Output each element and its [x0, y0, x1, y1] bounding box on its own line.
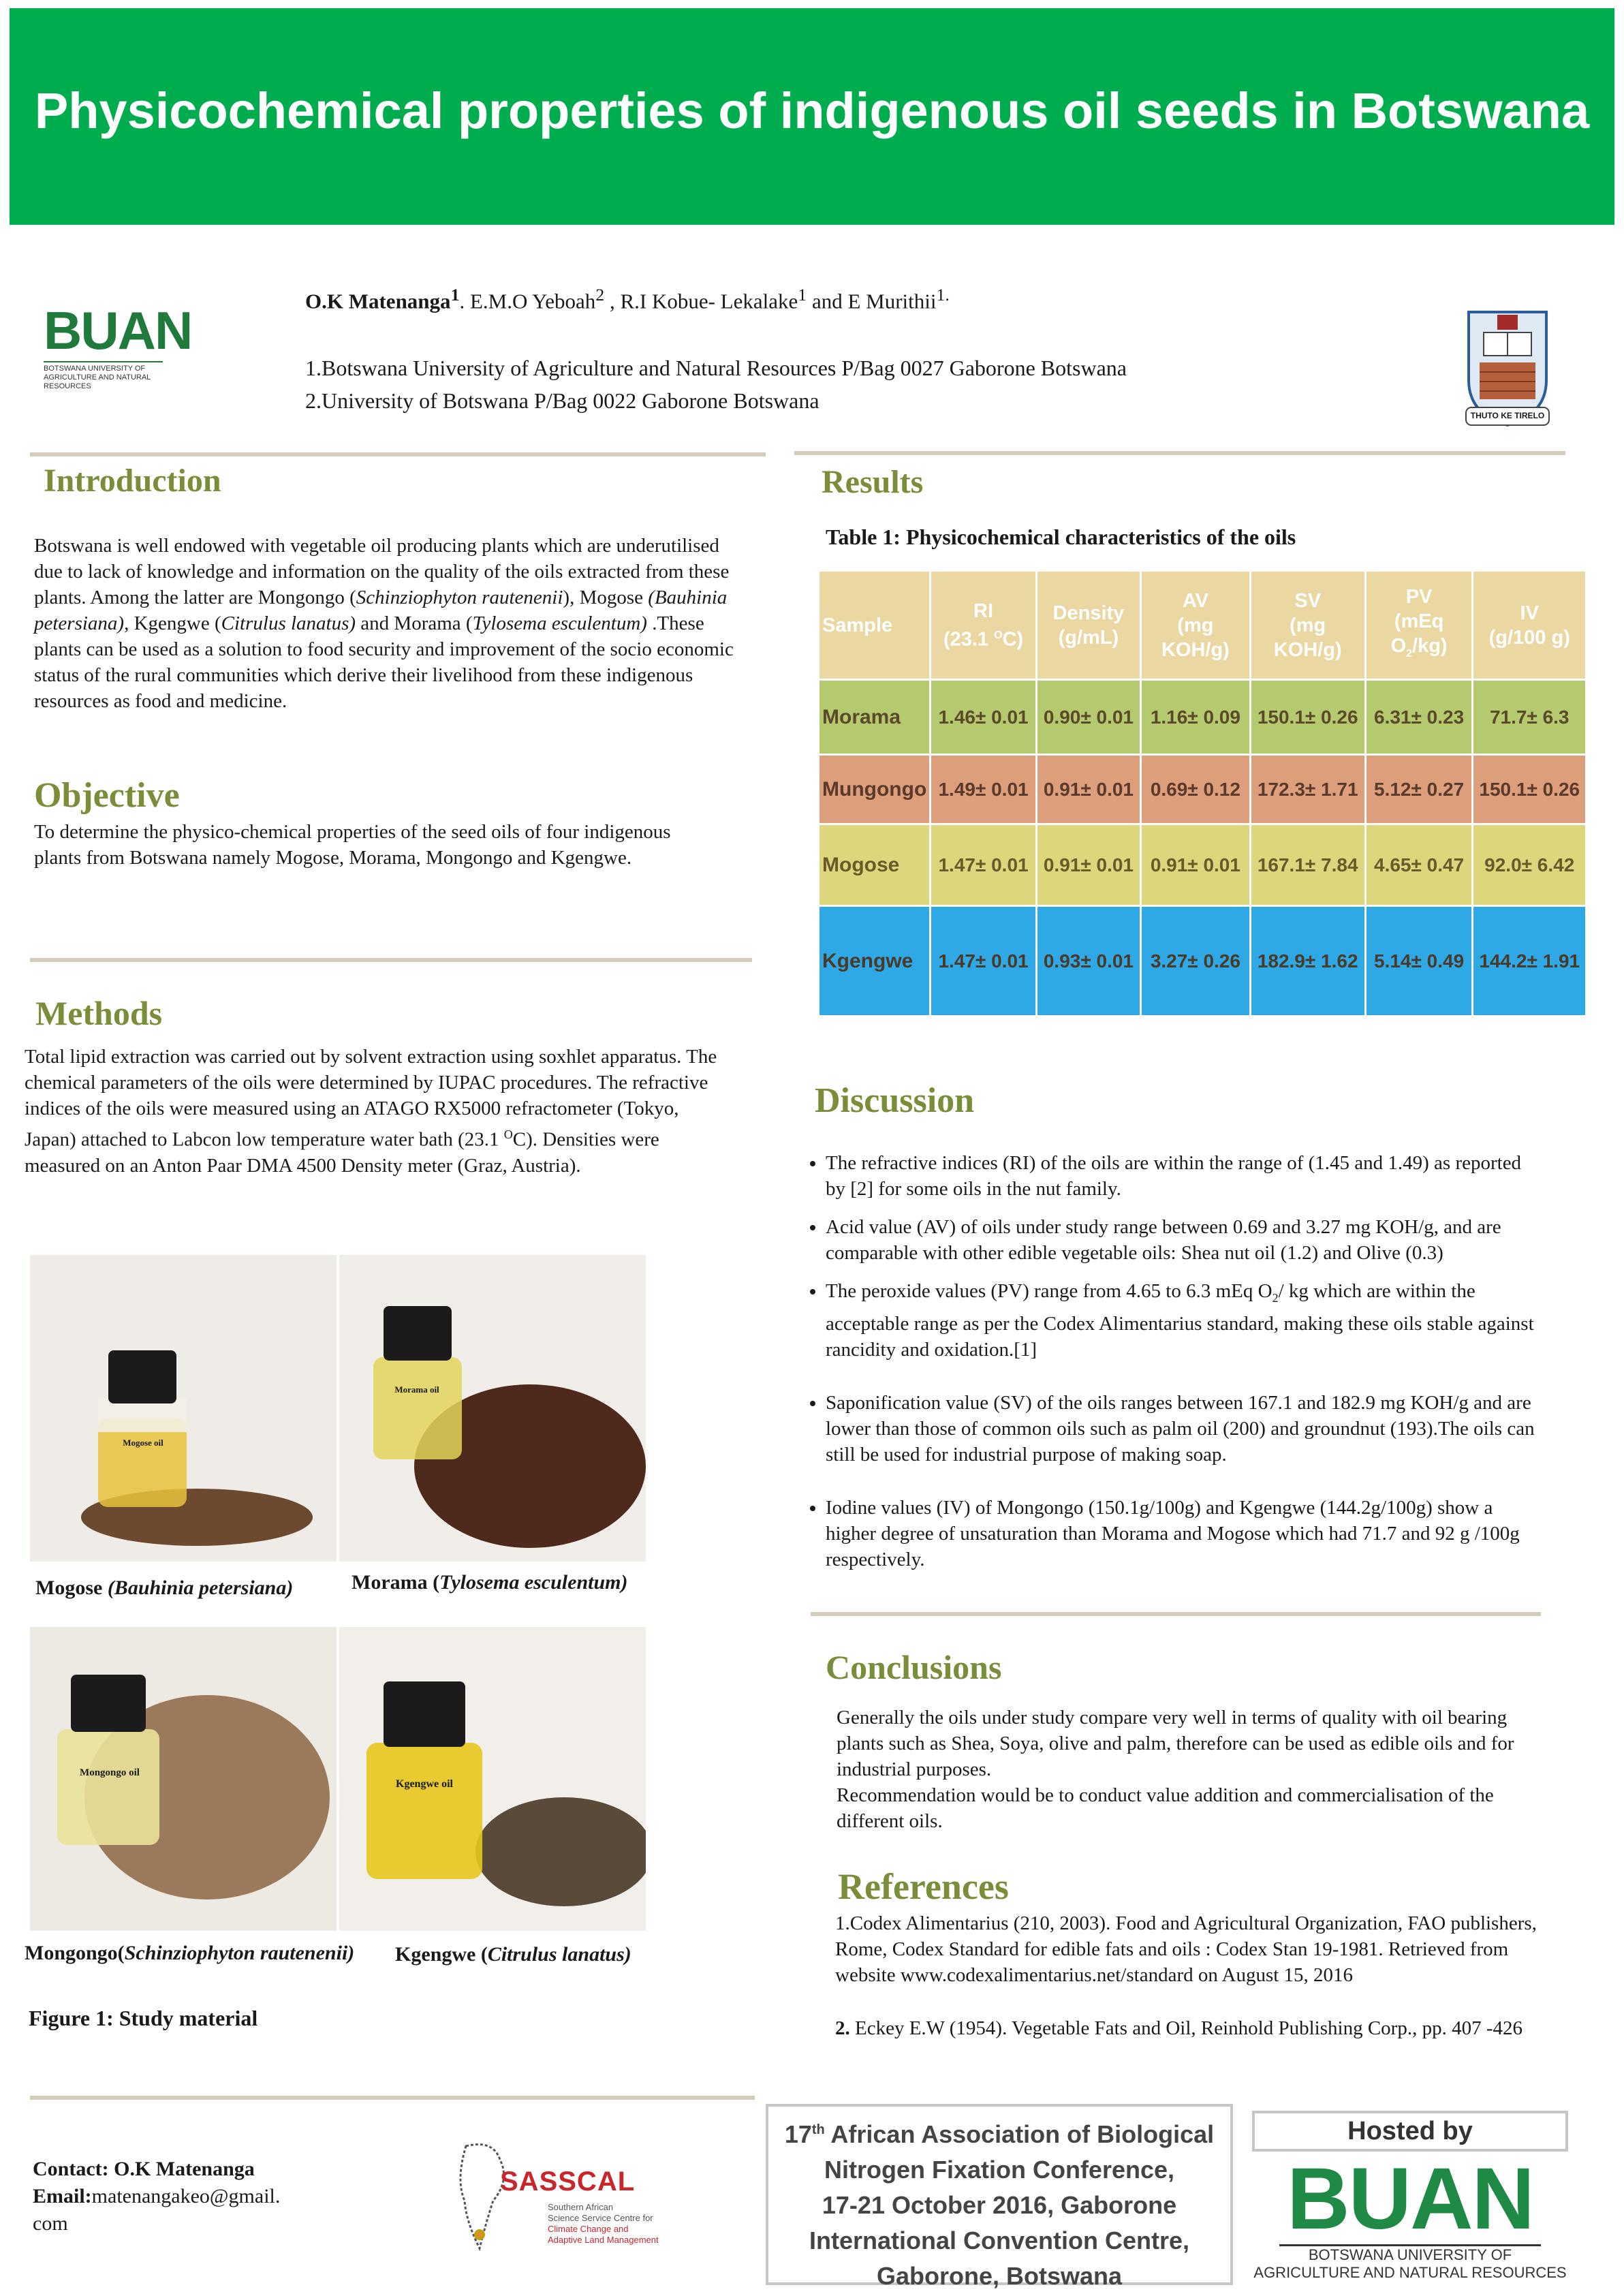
figure-caption: Figure 1: Study material — [29, 2006, 258, 2030]
conclusions-heading: Conclusions — [826, 1648, 1002, 1686]
discussion-point-av: • Acid value (AV) of oils under study range between 0.69 and 3.27 mg KOH/g, and are comparable with other edible vegetable oils: Shea nut oil (1.2) and Olive (0.3) — [826, 1214, 1540, 1266]
cell-density: 0.90± 0.01 — [1036, 680, 1140, 755]
discussion-point-ri: • The refractive indices (RI) of the oils are within the range of (1.45 and 1.49) as reported by [2] for some oils in the nut family. — [826, 1150, 1540, 1202]
cell-sample: Mungongo — [819, 755, 931, 824]
header-pv: PV (mEq $O_2/kg$) — [1365, 571, 1473, 680]
conclusions-rule — [811, 1612, 1541, 1616]
objective-text: To determine the physico-chemical properties of the seed oils of four indigenous plants from Botswana namely Mogose, Morama, Mongongo and Kgengwe. — [34, 821, 671, 869]
header-iv: IV (g/100 g) — [1473, 571, 1587, 680]
photo-mongongo-label: Mongongo oil — [80, 1767, 140, 1778]
photo-mogose — [30, 1255, 337, 1562]
cell-ri: 1.46± 0.01 — [931, 680, 1037, 755]
caption-kgengwe: Kgengwe (Citrulus lanatus) — [395, 1943, 631, 1966]
contact-email[interactable]: matenangakeo@gmail. — [91, 2185, 281, 2207]
sasscal-logo: SASSCAL Southern African Science Service Centre for Climate Change and Adaptive Land Management — [452, 2139, 698, 2255]
caption-mongongo: Mongongo(Schinziophyton rautenenii) — [25, 1942, 355, 1964]
cell-av: 0.91± 0.01 — [1141, 824, 1251, 906]
cell-av: 1.16± 0.09 — [1141, 680, 1251, 755]
conclusions-text: Generally the oils under study compare very well in terms of quality with oil bearing plants such as Shea, Soya, olive and palm, therefore can be used as edible oils and for industrial purposes. Recommendation would be to conduct value addition and commercialisation of the different oils. — [837, 1707, 1514, 1832]
hosted-by-box: Hosted by — [1252, 2111, 1568, 2152]
table-row-mogose — [819, 824, 1587, 906]
table-row-kgengwe — [819, 906, 1587, 1017]
header-density: Density (g/mL) — [1036, 571, 1140, 680]
cell-pv: 5.14± 0.49 — [1365, 906, 1473, 1017]
table-row-morama — [819, 680, 1587, 755]
results-rule — [794, 451, 1565, 455]
cell-sample: Morama — [819, 680, 931, 755]
buan-logo-text: BUAN — [44, 300, 192, 360]
properties-table — [817, 570, 1587, 1017]
discussion-point-sv: • Saponification value (SV) of the oils ranges between 167.1 and 182.9 mg KOH/g and are lower than those of common oils such as palm oil (200) and groundnut (193).The oils can still be used for industrial purpose of making soap. — [826, 1390, 1540, 1468]
footer-rule — [30, 2096, 755, 2100]
references-heading: References — [838, 1866, 1009, 1907]
introduction-text: Botswana is well endowed with vegetable oil producing plants which are underutilised due to lack of knowledge and information on the quality of the oils extracted from these plants. Among the latter are Mongongo (Schinziophyton rautenenii), Mogose (Bauhinia petersiana), Kgengwe (Citrulus lanatus) and Morama (Tylosema esculentum) .These plants can be used as a solution to food security and improvement of the socio economic status of the rural communities which derive their livelihood from these indigenous resources as food and medicine. — [34, 535, 734, 712]
buan-logo-footer: BUAN BOTSWANA UNIVERSITY OF AGRICULTURE AND NATURAL RESOURCES — [1252, 2156, 1568, 2282]
table-row-mungongo — [819, 755, 1587, 824]
cell-sv: 172.3± 1.71 — [1250, 755, 1365, 824]
discussion-point-pv: • The peroxide values (PV) range from 4.65 to 6.3 mEq $O_2/$ kg which are within the acceptable range as per the Codex Alimentarius standard, making these oils stable against rancidity and oxidation.[1] — [826, 1278, 1540, 1363]
header-sv: SV (mg KOH/g) — [1250, 571, 1365, 680]
cell-iv: 150.1± 0.26 — [1473, 755, 1587, 824]
photo-mongongo — [30, 1627, 337, 1931]
cell-sample: Kgengwe — [819, 906, 931, 1017]
table-header-row — [819, 571, 1587, 680]
university-crest — [1462, 305, 1553, 432]
cell-density: 0.91± 0.01 — [1036, 755, 1140, 824]
cell-sv: 150.1± 0.26 — [1250, 680, 1365, 755]
cell-ri: 1.47± 0.01 — [931, 906, 1037, 1017]
cell-sv: 182.9± 1.62 — [1250, 906, 1365, 1017]
caption-morama: Morama (Tylosema esculentum) — [352, 1571, 628, 1594]
sasscal-name: SASSCAL — [500, 2167, 636, 2197]
cell-pv: 4.65± 0.47 — [1365, 824, 1473, 906]
cell-sample: Mogose — [819, 824, 931, 906]
author-line: O.K Matenanga$^1$. E.M.O Yeboah$^2$ , R.I Kobue- Lekalake$^1$ and E Murithii$^{1.}$ — [305, 285, 950, 313]
header-av: AV (mg KOH/g) — [1141, 571, 1251, 680]
table-title: Table 1: Physicochemical characteristics of the oils — [826, 525, 1296, 549]
cell-ri: 1.49± 0.01 — [931, 755, 1037, 824]
reference-2: 2. Eckey E.W (1954). Vegetable Fats and Oil, Reinhold Publishing Corp., pp. 407 -426 — [835, 2017, 1522, 2039]
photo-kgengwe — [339, 1627, 646, 1931]
cell-density: 0.93± 0.01 — [1036, 906, 1140, 1017]
reference-1: 1.Codex Alimentarius (210, 2003). Food and Agricultural Organization, FAO publishers, Rome, Codex Standard for edible fats and oils : Codex Stan 19-1981. Retrieved from website www.codexalimentarius.net/standard on August 15, 2016 — [835, 1912, 1537, 1986]
header-sample: Sample — [819, 571, 931, 680]
buan-logo-left — [44, 300, 192, 395]
photo-morama — [339, 1255, 646, 1562]
cell-density: 0.91± 0.01 — [1036, 824, 1140, 906]
conference-box: 17th African Association of Biological Nitrogen Fixation Conference, 17-21 October 2016, Gaborone International Convention Centre, Gaborone, Botswana — [766, 2104, 1233, 2285]
affiliation-2: 2.University of Botswana P/Bag 0022 Gaborone Botswana — [305, 388, 819, 413]
discussion-point-iv: • Iodine values (IV) of Mongongo (150.1g/100g) and Kgengwe (144.2g/100g) show a higher degree of unsaturation than Morama and Mogose which had 71.7 and 92 g /100g respectively. — [826, 1495, 1540, 1572]
cell-iv: 144.2± 1.91 — [1473, 906, 1587, 1017]
affiliation-1: 1.Botswana University of Agriculture and Natural Resources P/Bag 0027 Gaborone Botswana — [305, 356, 1127, 380]
lead-author: O.K Matenanga — [305, 289, 451, 313]
introduction-heading: Introduction — [44, 463, 221, 499]
poster-title: Physicochemical properties of indigenous oil seeds in Botswana — [34, 82, 1590, 139]
discussion-list — [797, 1150, 1540, 1585]
buan-footer-name: BUAN — [1287, 2150, 1533, 2248]
cell-pv: 5.12± 0.27 — [1365, 755, 1473, 824]
cell-av: 0.69± 0.12 — [1141, 755, 1251, 824]
cell-ri: 1.47± 0.01 — [931, 824, 1037, 906]
cell-iv: 71.7± 6.3 — [1473, 680, 1587, 755]
cell-iv: 92.0± 6.42 — [1473, 824, 1587, 906]
results-heading: Results — [822, 464, 924, 500]
methods-text: Total lipid extraction was carried out by solvent extraction using soxhlet apparatus. The chemical parameters of the oils were determined by IUPAC procedures. The refractive indices of the oils were measured using an ATAGO RX5000 refractometer (Tokyo, Japan) attached to Labcon low temperature water bath (23.1 $^O$C). Densities were measured on an Anton Paar DMA 4500 Density meter (Graz, Austria). — [25, 1046, 717, 1177]
buan-logo-sub: BOTSWANA UNIVERSITY OF AGRICULTURE AND NATURAL RESOURCES — [44, 364, 151, 390]
contact-block: Contact: O.K Matenanga Email:matenangakeo@gmail. com — [33, 2158, 281, 2235]
objective-heading: Objective — [34, 776, 180, 815]
cell-sv: 167.1± 7.84 — [1250, 824, 1365, 906]
discussion-heading: Discussion — [815, 1081, 975, 1120]
header-ri: RI (23.1 $^O$C) — [931, 571, 1037, 680]
photo-morama-label: Morama oil — [394, 1384, 439, 1395]
cell-av: 3.27± 0.26 — [1141, 906, 1251, 1017]
photo-kgengwe-label: Kgengwe oil — [396, 1778, 453, 1790]
cell-pv: 6.31± 0.23 — [1365, 680, 1473, 755]
crest-motto: THUTO KE TIRELO — [1470, 411, 1545, 420]
methods-rule — [30, 958, 752, 962]
photo-mogose-label: Mogose oil — [123, 1438, 163, 1448]
caption-mogose: Mogose (Bauhinia petersiana) — [35, 1577, 294, 1599]
methods-heading: Methods — [35, 994, 163, 1032]
intro-rule — [30, 452, 766, 456]
